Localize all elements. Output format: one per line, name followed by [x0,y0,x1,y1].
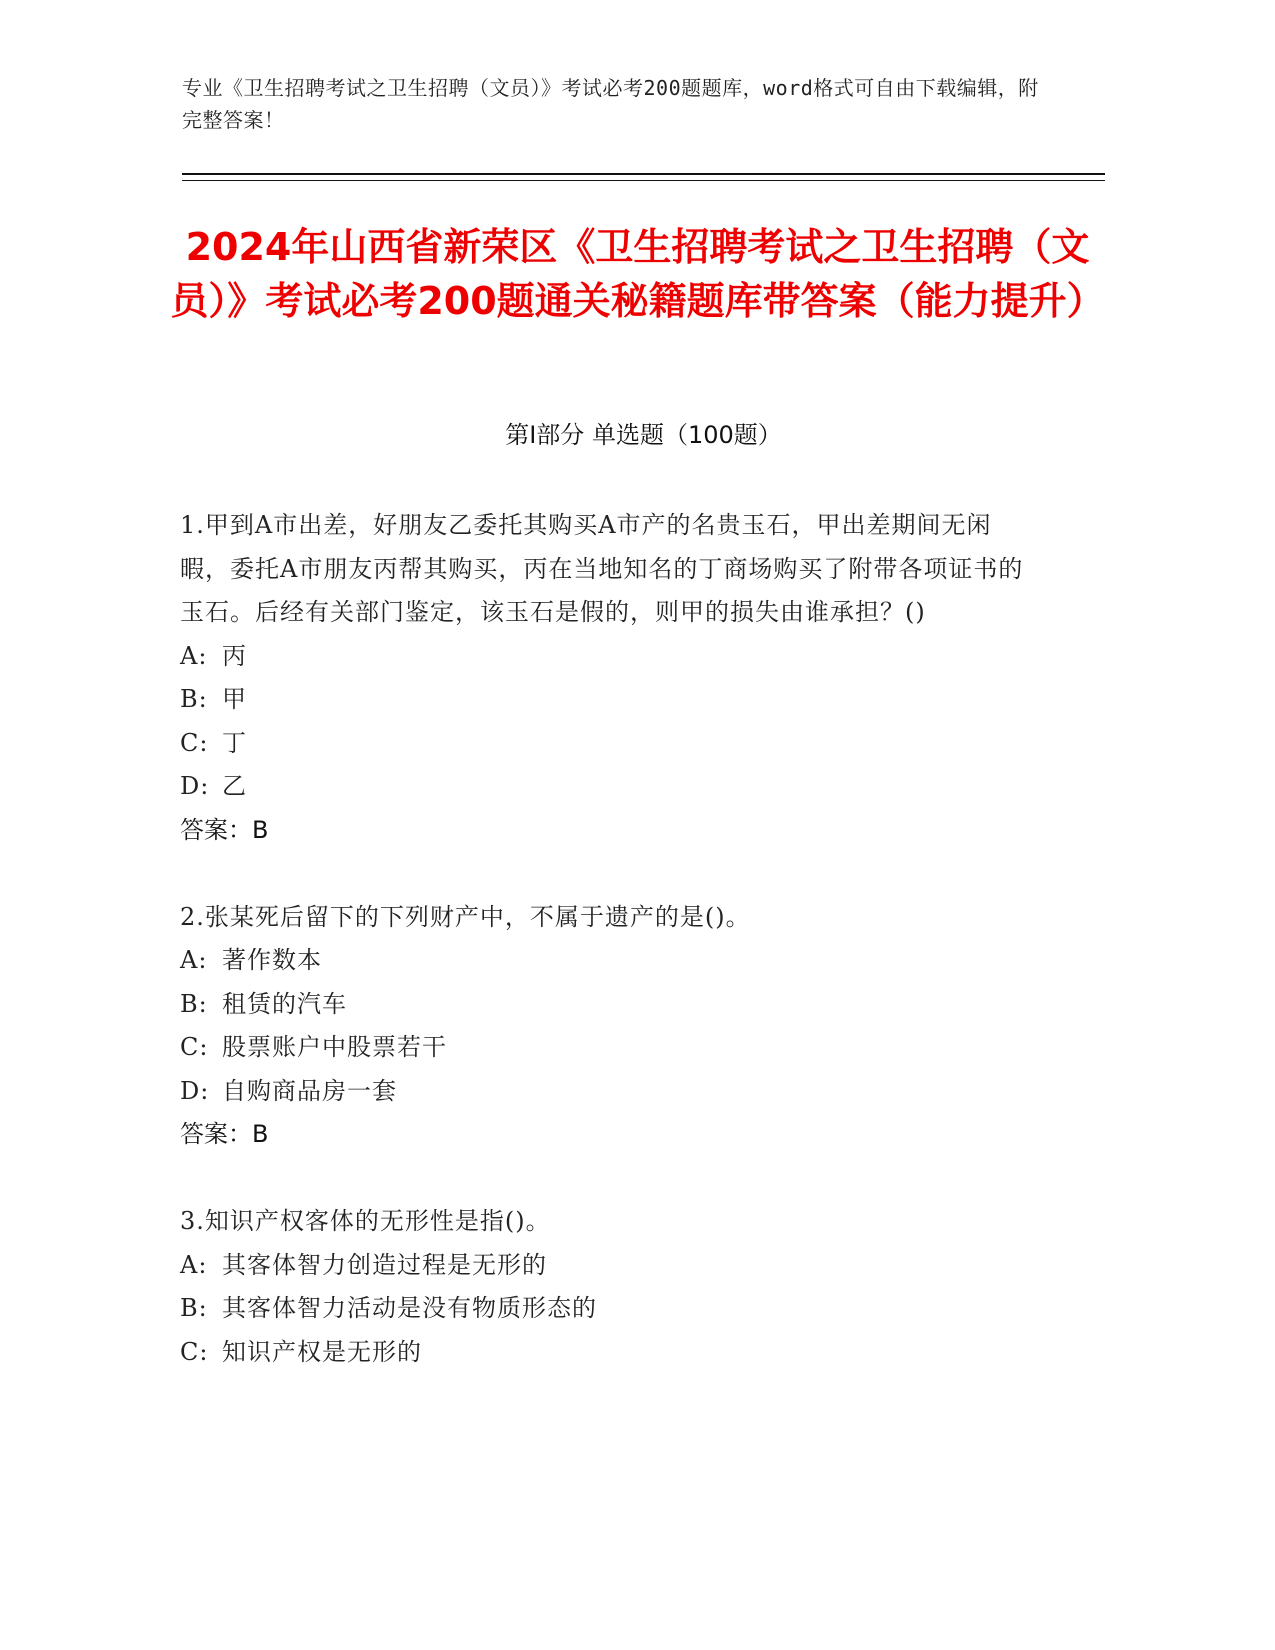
question-2 [180,896,1040,1157]
option-text: 乙 [222,772,247,800]
header-divider-thick [182,173,1105,175]
option-key: B: [180,685,208,713]
option-text: 丁 [222,728,247,757]
option-key: D: [180,772,210,800]
option-text: 丙 [222,641,247,670]
question-spacer [180,852,1040,896]
option-text: 著作数本 [222,946,322,974]
option-key: B: [180,989,208,1018]
question-stem: 1.甲到A市出差，好朋友乙委托其购买A市产的名贵玉石，甲出差期间无闲暇，委托A市朋友丙帮其购买，丙在当地知名的丁商场购买了附带各项证书的玉石。后经有关部门鉴定，该玉石是假的，则甲的损失由谁承担？() [180,511,1024,626]
option-a [180,1244,1040,1288]
section-heading: 第I部分 单选题（100题） [505,421,782,449]
option-text: 租赁的汽车 [222,989,347,1018]
question-3 [180,1200,1040,1374]
header-note: 专业《卫生招聘考试之卫生招聘（文员）》考试必考200题题库，word格式可自由下载编辑，附完整答案！ [182,76,1039,132]
option-c [180,1331,1040,1375]
option-a [180,939,1040,983]
option-text: 股票账户中股票若干 [222,1033,447,1061]
option-c [180,722,1040,766]
option-d [180,1070,1040,1114]
question-list [180,504,1040,1374]
answer-line: 答案：B [180,815,269,844]
option-key: C: [180,728,209,757]
option-text: 其客体智力活动是没有物质形态的 [222,1294,597,1322]
option-b [180,1287,1040,1331]
question-stem: 2.张某死后留下的下列财产中，不属于遗产的是()。 [180,902,751,931]
option-b [180,983,1040,1027]
option-key: A: [180,946,208,974]
question-spacer [180,1157,1040,1201]
option-text: 知识产权是无形的 [222,1337,422,1366]
answer-line: 答案：B [180,1120,269,1148]
option-text: 其客体智力创造过程是无形的 [222,1250,547,1279]
option-key: C: [180,1337,209,1366]
option-b [180,678,1040,722]
document-title: 2024年山西省新荣区《卫生招聘考试之卫生招聘（文员）》考试必考200题通关秘籍题库带答案（能力提升） [170,225,1105,323]
option-key: D: [180,1076,210,1105]
option-text: 甲 [222,685,247,713]
question-stem: 3.知识产权客体的无形性是指()。 [180,1207,551,1235]
option-key: C: [180,1033,209,1061]
option-d [180,765,1040,809]
question-1 [180,504,1040,852]
option-key: B: [180,1294,208,1322]
header-divider-thin [182,180,1105,181]
option-text: 自购商品房一套 [222,1076,397,1105]
option-key: A: [180,641,208,670]
option-key: A: [180,1250,208,1279]
option-a [180,635,1040,679]
option-c [180,1026,1040,1070]
